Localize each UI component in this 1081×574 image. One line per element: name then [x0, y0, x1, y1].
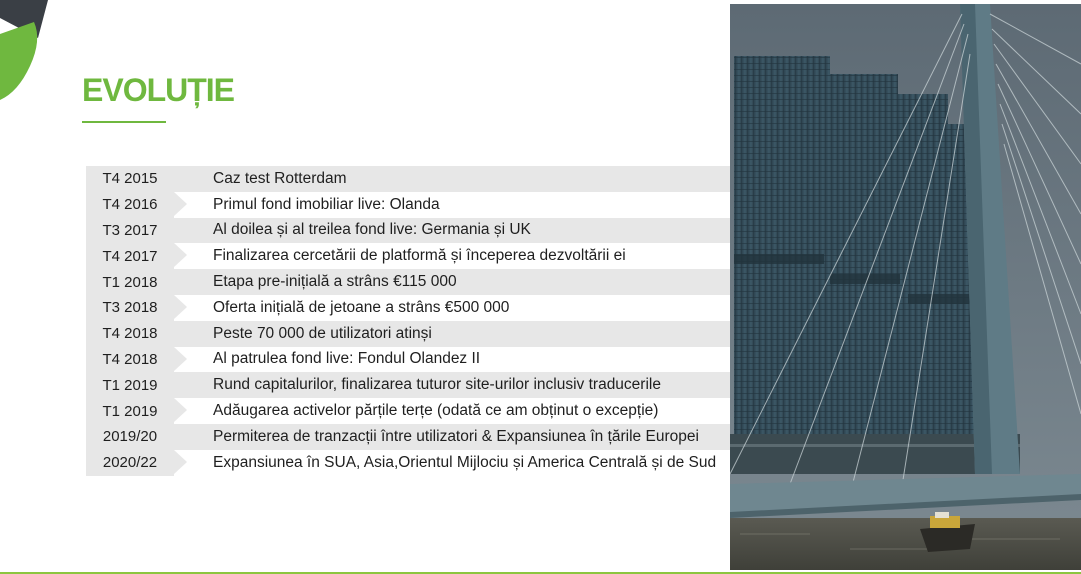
- timeline-date: T1 2019: [86, 372, 174, 398]
- timeline-date: T4 2015: [86, 166, 174, 192]
- timeline-row: [86, 450, 730, 476]
- timeline-row: [86, 295, 730, 321]
- timeline-date: T4 2018: [86, 347, 174, 373]
- timeline-text: Finalizarea cercetării de platformă și începerea dezvoltării ei: [213, 247, 626, 265]
- timeline-text: Rund capitalurilor, finalizarea tuturor site-urilor inclusiv traducerile: [213, 376, 661, 394]
- timeline-row: [86, 424, 730, 450]
- timeline-text: Expansiunea în SUA, Asia,Orientul Mijlociu și America Centrală și de Sud: [213, 453, 717, 471]
- timeline-date: 2019/20: [86, 424, 174, 450]
- rotterdam-photo: [730, 4, 1081, 570]
- timeline-text: Al patrulea fond live: Fondul Olandez II: [213, 350, 481, 368]
- timeline-date: T3 2017: [86, 218, 174, 244]
- timeline-row: [86, 321, 730, 347]
- timeline-row: [86, 166, 730, 192]
- timeline-date: T1 2019: [86, 398, 174, 424]
- timeline-date: T3 2018: [86, 295, 174, 321]
- timeline-date: T4 2017: [86, 243, 174, 269]
- timeline-text: Caz test Rotterdam: [213, 169, 347, 187]
- timeline-row: [86, 243, 730, 269]
- timeline-row: [86, 269, 730, 295]
- timeline-text: Peste 70 000 de utilizatori atinși: [213, 324, 432, 342]
- timeline-text: Oferta inițială de jetoane a strâns €500 000: [213, 298, 510, 316]
- timeline-date: T4 2018: [86, 321, 174, 347]
- page-title: EVOLUȚIE: [82, 72, 235, 108]
- timeline-text: Al doilea și al treilea fond live: Germania și UK: [213, 221, 531, 239]
- timeline-date: T4 2016: [86, 192, 174, 218]
- timeline-date: 2020/22: [86, 450, 174, 476]
- title-underline: [82, 121, 166, 123]
- timeline-text: Primul fond imobiliar live: Olanda: [213, 195, 440, 213]
- timeline-text: Permiterea de tranzacții între utilizatori & Expansiunea în țările Europei: [213, 427, 699, 445]
- timeline-text: Etapa pre-inițială a strâns €115 000: [213, 273, 457, 291]
- skyline-image: [730, 4, 1081, 570]
- timeline-row: [86, 372, 730, 398]
- timeline-row: [86, 398, 730, 424]
- timeline-row: [86, 192, 730, 218]
- timeline-date: T1 2018: [86, 269, 174, 295]
- timeline-row: [86, 347, 730, 373]
- timeline-text: Adăugarea activelor părțile terțe (odată ce am obținut o excepție): [213, 402, 659, 420]
- timeline: [86, 166, 730, 476]
- timeline-row: [86, 218, 730, 244]
- logo-icon: [0, 0, 60, 110]
